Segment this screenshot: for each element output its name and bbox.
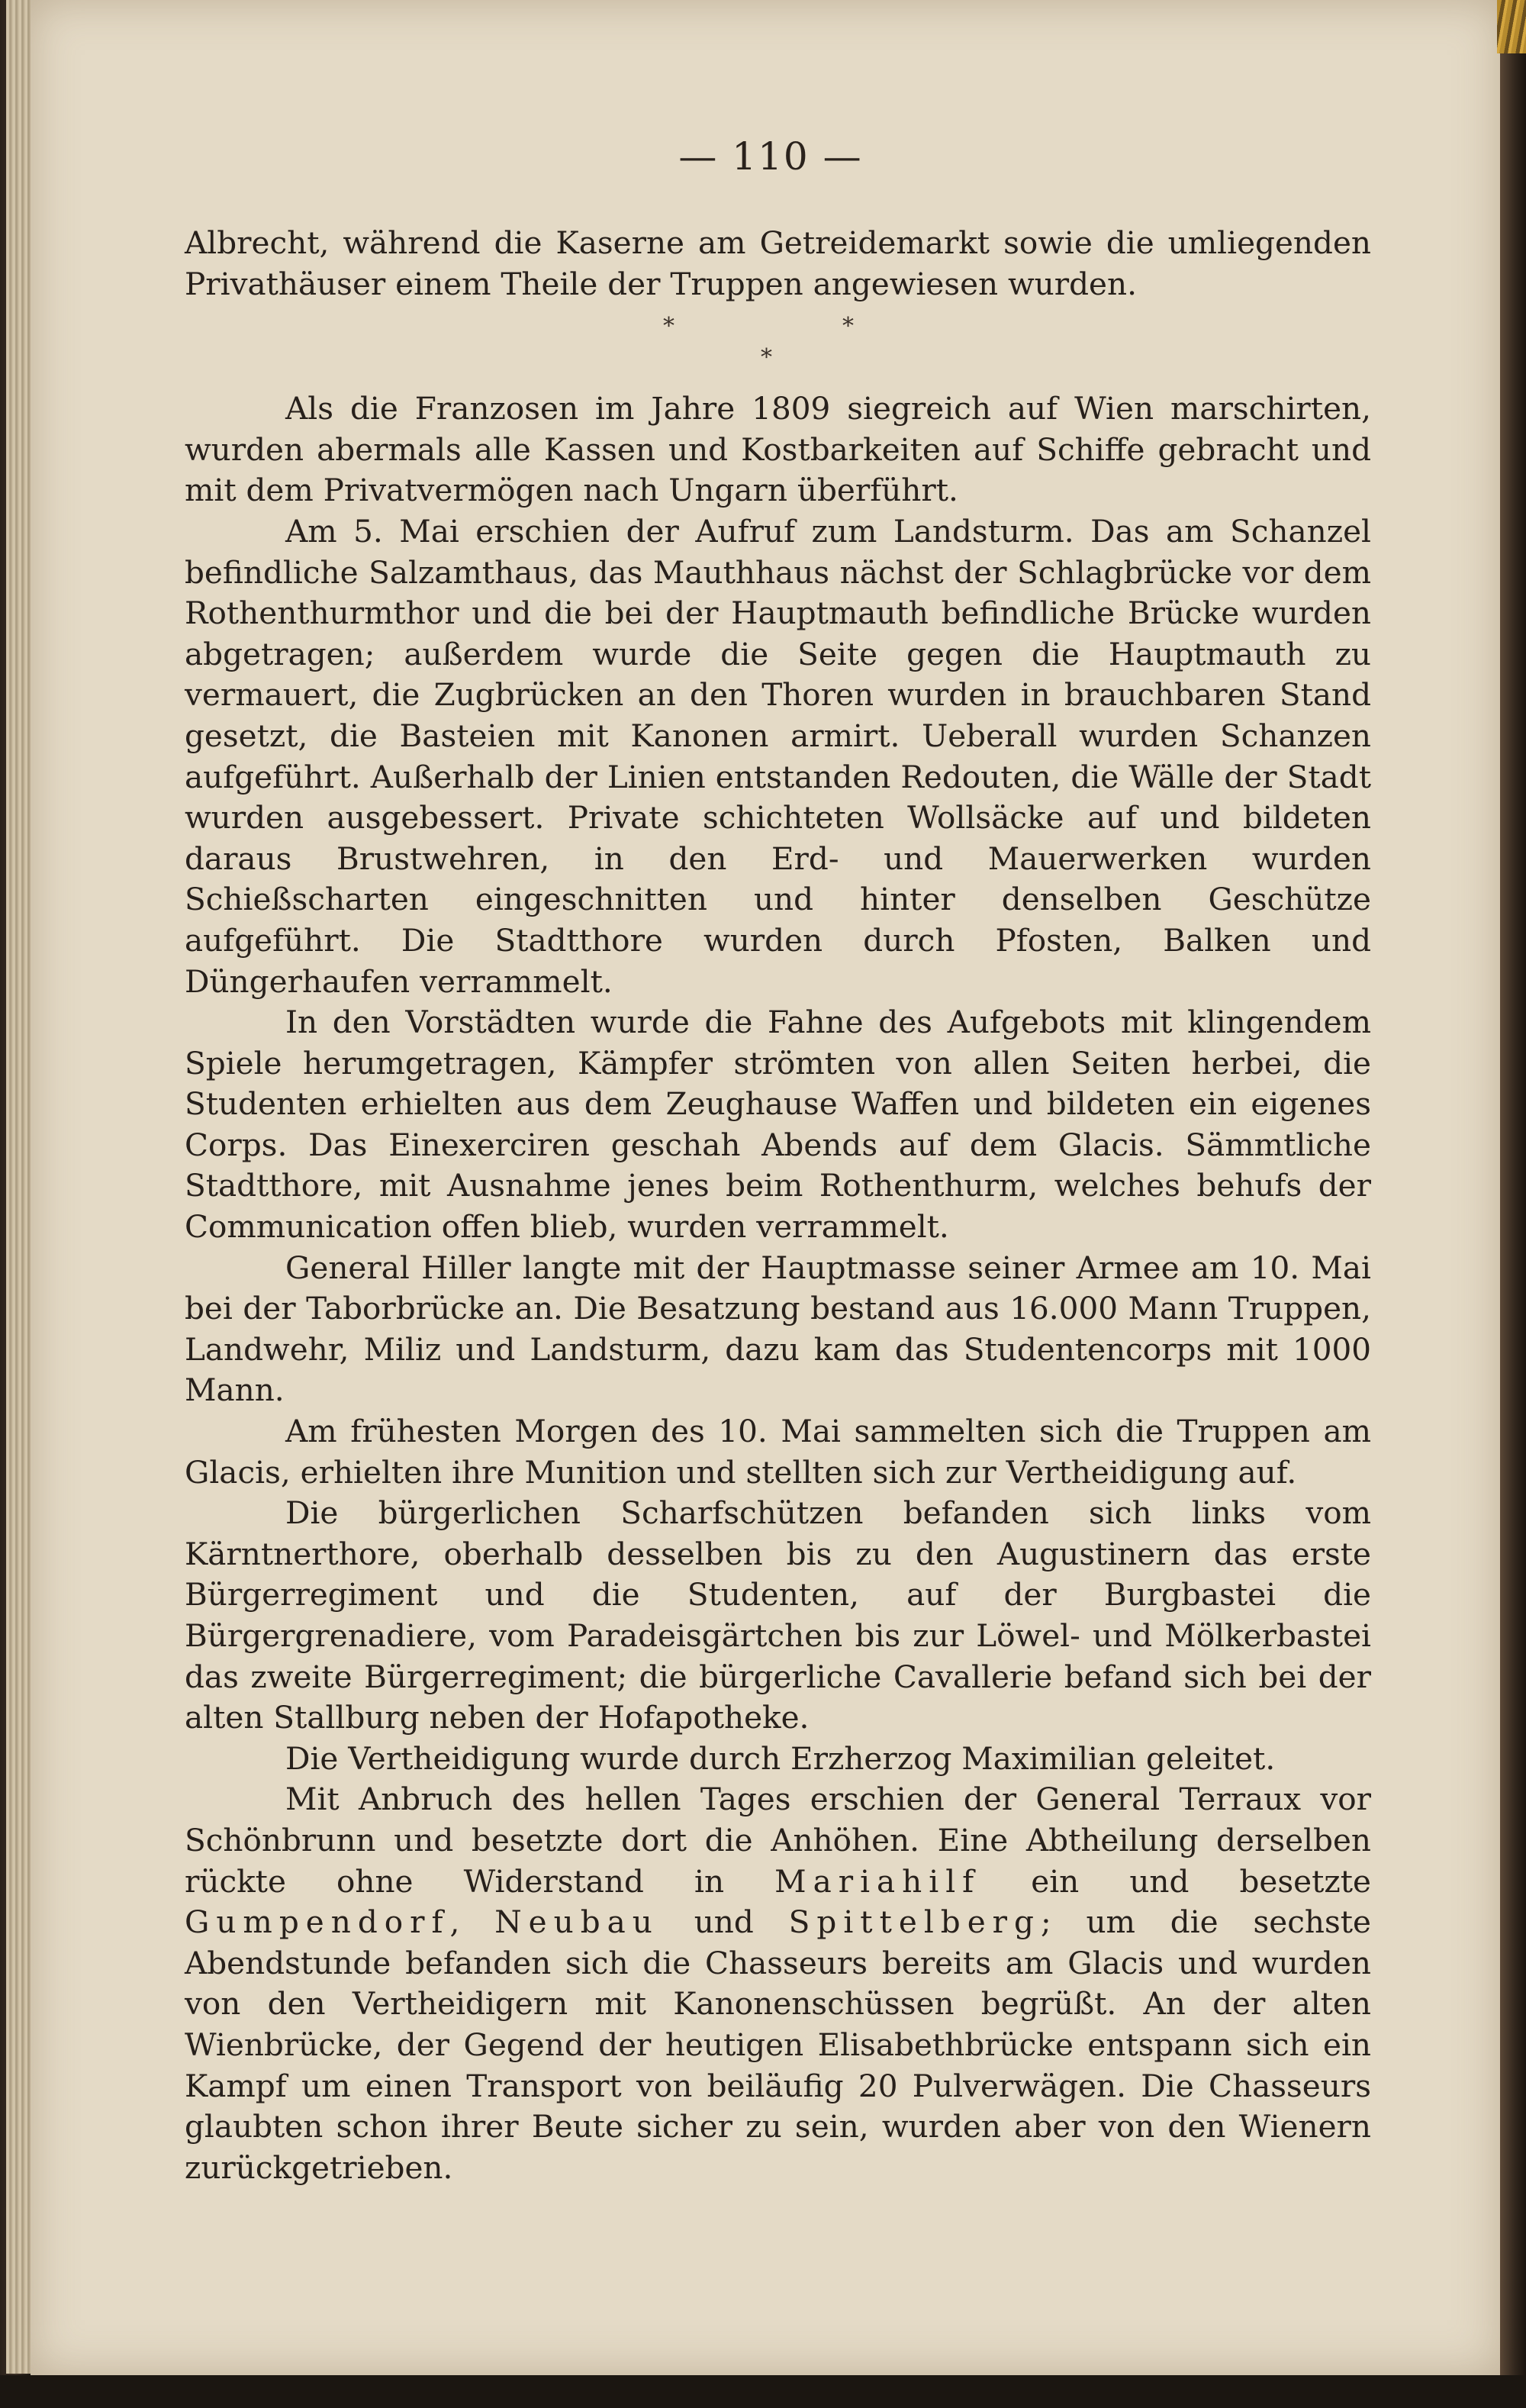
section-break	[185, 305, 1371, 388]
page-text	[185, 223, 1371, 2188]
book-spine-edge	[1500, 0, 1526, 2375]
paragraph: Am 5. Mai erschien der Aufruf zum Landsturm. Das am Schanzel befindliche Salzamthaus, das Mauthhaus nächst der Schlagbrücke vor dem Rothenthurmthor und die bei der Hauptmauth befindliche Brücke wurden abgetragen; außerdem wurde die Seite gegen die Hauptmauth zu vermauert, die Zugbrücken an den Thoren wurden in brauchbaren Stand gesetzt, die Basteien mit Kanonen armirt. Ueberall wurden Schanzen aufgeführt. Außerhalb der Linien entstanden Redouten, die Wälle der Stadt wurden ausgebessert. Private schichteten Wollsäcke auf und bildeten daraus Brustwehren, in den Erd- und Mauerwerken wurden Schießscharten eingeschnitten und hinter denselben Geschütze aufgeführt. Die Stadtthore wurden durch Pfosten, Balken und Düngerhaufen verrammelt.	[185, 512, 1371, 1000]
opening-paragraph: Albrecht, während die Kaserne am Getreidemarkt sowie die umliegenden Privathäuser einem Theile der Truppen angewiesen wurden.	[185, 224, 1371, 302]
asterisk-center: *	[761, 344, 772, 372]
paragraph: Die Vertheidigung wurde durch Erzherzog Maximilian geleitet.	[285, 1739, 1276, 1777]
text-run: ; um die sechste Abendstunde befanden sich die Chasseurs bereits am Glacis und wurden von den Vertheidigern mit Kanonenschüssen begrüßt. An der alten Wienbrücke, der Gegend der heutigen Elisabethbrücke entspann sich ein Kampf um einen Transport von beiläufig 20 Pulverwägen. Die Chasseurs glaubten schon ihrer Beute sicher zu sein, wurden aber von den Wienern zurückgetrieben.	[185, 1904, 1372, 2186]
place-name: Spittelberg	[788, 1904, 1041, 1941]
text-run: ein und besetzte	[980, 1862, 1371, 1900]
scan-border	[0, 2375, 1526, 2408]
asterisk-left: *	[663, 313, 674, 340]
page-number: — 110 —	[678, 134, 863, 179]
place-name: Neubau	[494, 1904, 659, 1941]
paragraph: Am frühesten Morgen des 10. Mai sammelten sich die Truppen am Glacis, erhielten ihre Munition und stellten sich zur Vertheidigung auf.	[185, 1413, 1371, 1491]
text-run: ,	[449, 1904, 495, 1941]
paragraph: Als die Franzosen im Jahre 1809 siegreich auf Wien marschirten, wurden abermals alle Kassen und Kostbarkeiten auf Schiffe gebracht und mit dem Privatvermögen nach Ungarn überführt.	[185, 390, 1371, 509]
paragraph: In den Vorstädten wurde die Fahne des Aufgebots mit klingendem Spiele herumgetragen, Kämpfer strömten von allen Seiten herbei, die Studenten erhielten aus dem Zeughause Waffen und bildeten ein eigenes Corps. Das Einexerciren geschah Abends auf dem Glacis. Sämmtliche Stadtthore, mit Ausnahme jenes beim Rothenthurm, welches behufs der Communication offen blieb, wurden verrammelt.	[185, 1004, 1371, 1246]
paragraph	[185, 1779, 1371, 2188]
paragraph: Die bürgerlichen Scharfschützen befanden sich links vom Kärntnerthore, oberhalb desselben bis zu den Augustinern das erste Bürgerregiment und die Studenten, auf der Burgbastei die Bürgergrenadiere, vom Paradeisgärtchen bis zur Löwel- und Mölkerbastei das zweite Bürgerregiment; die bürgerliche Cavallerie befand sich bei der alten Stallburg neben der Hofapotheke.	[185, 1494, 1371, 1736]
place-name: Gumpendorf	[185, 1904, 450, 1941]
place-name: Mariahilf	[774, 1862, 981, 1900]
gilt-edge	[1497, 0, 1526, 53]
asterisk-right: *	[842, 313, 854, 340]
paragraph: General Hiller langte mit der Hauptmasse seiner Armee am 10. Mai bei der Taborbrücke an. Die Besatzung bestand aus 16.000 Mann Truppen, Landwehr, Miliz und Landsturm, dazu kam das Studentencorps mit 1000 Mann.	[185, 1249, 1371, 1409]
text-run: und	[658, 1904, 789, 1941]
text-run: Mit Anbruch des hellen Tages erschien der General Terraux vor Schönbrunn und besetzte dort die Anhöhen. Eine Abtheilung derselben rückte ohne Widerstand in	[185, 1781, 1371, 1900]
